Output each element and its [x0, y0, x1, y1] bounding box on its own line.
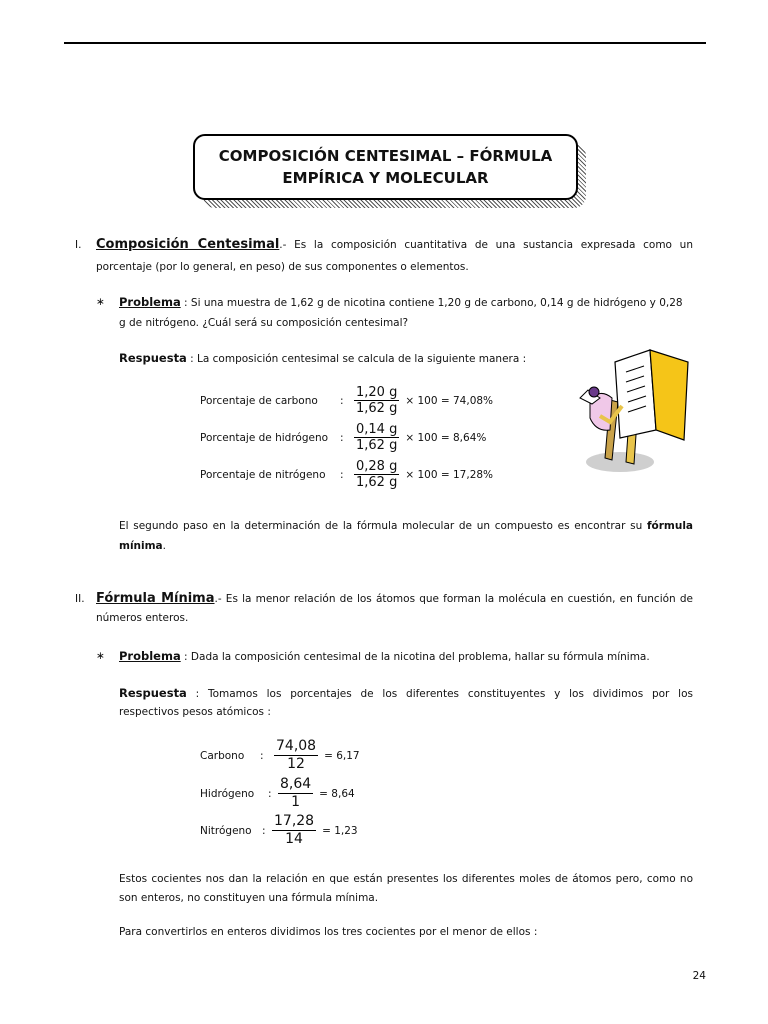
quotient-result: = 1,23 — [322, 824, 358, 837]
quotient-fraction — [272, 813, 316, 848]
sec2-para2: Para convertirlos en enteros dividimos los tres cocientes por el menor de ellos : — [119, 926, 538, 938]
percent-result: × 100 = 74,08% — [405, 394, 494, 407]
sec1-answer-label: Respuesta — [119, 351, 187, 365]
sec1-problem-text: : Si una muestra de 1,62 g de nicotina contiene 1,20 g de carbono, 0,14 g de hidrógeno y 0,28 — [180, 297, 683, 309]
quotient-label: Hidrógeno — [200, 787, 255, 800]
fraction-denominator: 1 — [291, 794, 301, 810]
sec1-second-step-bold2: mínima — [119, 540, 163, 552]
quotient-colon: : — [268, 787, 272, 800]
sec2-answer-line2: respectivos pesos atómicos : — [119, 706, 271, 718]
quotient-colon: : — [260, 749, 264, 762]
fraction-denominator: 12 — [287, 756, 305, 772]
fraction-denominator: 1,62 g — [356, 475, 398, 490]
percent-label: Porcentaje de carbono — [200, 394, 318, 407]
quotient-label: Nitrógeno — [200, 824, 252, 837]
sec1-second-step-end: . — [162, 540, 166, 552]
sec1-problem-line2: g de nitrógeno. ¿Cuál será su composición centesimal? — [119, 317, 409, 329]
sec1-problem-label: Problema — [119, 295, 181, 309]
sec2-heading: Fórmula Mínima — [96, 591, 215, 606]
fraction-denominator: 1,62 g — [356, 401, 398, 416]
sec1-definition-line1 — [96, 234, 693, 256]
percent-colon: : — [340, 394, 344, 407]
top-rule — [64, 42, 706, 44]
sec2-definition-line2: números enteros. — [96, 612, 189, 624]
sec1-second-step-line1 — [119, 515, 693, 537]
fraction-denominator: 1,62 g — [356, 438, 398, 453]
title-line-1: COMPOSICIÓN CENTESIMAL – FÓRMULA — [218, 147, 553, 165]
quotient-result: = 8,64 — [319, 787, 355, 800]
fraction-numerator: 1,20 g — [356, 385, 398, 400]
percent-row-nitrogen — [200, 459, 493, 490]
fraction-numerator: 74,08 — [276, 738, 317, 754]
sec1-second-step-line2 — [119, 535, 166, 557]
sec2-answer-label: Respuesta — [119, 686, 187, 700]
sec2-problem-text: : Dada la composición centesimal de la nicotina del problema, hallar su fórmula mínima. — [180, 651, 650, 663]
newspaper-reader-illustration — [560, 340, 710, 490]
sec2-para1-line1: Estos cocientes nos dan la relación en que están presentes los diferentes moles de átomos pero, como no — [119, 873, 693, 885]
fraction-numerator: 8,64 — [280, 776, 312, 792]
fraction-numerator: 0,28 g — [356, 459, 398, 474]
fraction-numerator: 17,28 — [274, 813, 315, 829]
sec1-second-step-bold: fórmula — [646, 520, 693, 532]
sec1-answer-text: : La composición centesimal se calcula de la siguiente manera : — [186, 353, 527, 365]
sec1-second-step-text: El segundo paso en la determinación de la fórmula molecular de un compuesto es encontrar su — [119, 520, 643, 532]
sec2-problem-label: Problema — [119, 649, 181, 663]
title-line-2: EMPÍRICA Y MOLECULAR — [282, 169, 489, 187]
page-number: 24 — [692, 970, 706, 982]
percent-row-hydrogen — [200, 422, 486, 453]
sec1-heading: Composición Centesimal — [96, 237, 280, 252]
sec2-problem — [119, 645, 650, 668]
sec2-number: II. — [75, 593, 85, 605]
sec2-para1-line2: son enteros, no constituyen una fórmula mínima. — [119, 892, 379, 904]
sec2-answer-text: : Tomamos los porcentajes de los diferentes constituyentes y los dividimos por los — [186, 688, 693, 700]
percent-label: Porcentaje de hidrógeno — [200, 431, 329, 444]
quotient-row-carbon — [200, 738, 360, 773]
sec1-definition-line2: porcentaje (por lo general, en peso) de sus componentes o elementos. — [96, 261, 469, 273]
sec1-problem-line1 — [119, 291, 693, 314]
title-box — [193, 134, 578, 200]
quotient-label: Carbono — [200, 749, 245, 762]
quotient-colon: : — [262, 824, 266, 837]
quotient-row-hydrogen — [200, 776, 355, 811]
percent-fraction — [354, 459, 399, 490]
percent-label: Porcentaje de nitrógeno — [200, 468, 326, 481]
fraction-numerator: 0,14 g — [356, 422, 398, 437]
quotient-result: = 6,17 — [324, 749, 360, 762]
sec2-bullet: ∗ — [96, 650, 105, 662]
percent-colon: : — [340, 431, 344, 444]
fraction-denominator: 14 — [285, 831, 303, 847]
percent-fraction — [354, 422, 399, 453]
sec1-number: I. — [75, 239, 82, 251]
quotient-fraction — [274, 738, 318, 773]
sec1-answer — [119, 347, 526, 370]
percent-fraction — [354, 385, 399, 416]
quotient-row-nitrogen — [200, 813, 358, 848]
sec1-bullet: ∗ — [96, 296, 105, 308]
percent-row-carbon — [200, 385, 493, 416]
percent-colon: : — [340, 468, 344, 481]
sec1-def-text: .- Es la composición cuantitativa de una sustancia expresada como un — [279, 239, 693, 251]
percent-result: × 100 = 8,64% — [405, 431, 487, 444]
percent-result: × 100 = 17,28% — [405, 468, 494, 481]
sec2-def-text: .- Es la menor relación de los átomos que forman la molécula en cuestión, en función de — [214, 593, 693, 605]
quotient-fraction — [278, 776, 313, 811]
